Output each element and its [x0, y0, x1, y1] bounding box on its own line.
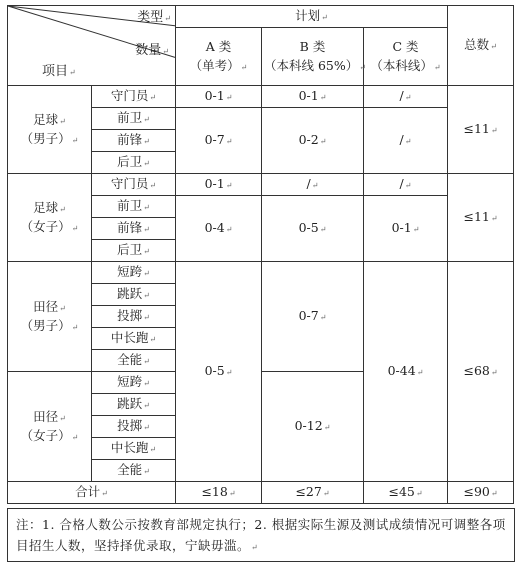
cell-b-track-men: 0-7↵ — [262, 262, 364, 372]
cell-b-track-women: 0-12↵ — [262, 372, 364, 482]
group-football-women: 足球↵ （女子）↵ — [8, 174, 92, 262]
cell-c: /↵ — [364, 86, 448, 108]
cell-c-track: 0-44↵ — [364, 262, 448, 482]
cell-total-track: ≤68↵ — [448, 262, 514, 482]
type-label: 类型↵ — [137, 10, 171, 25]
position-defender: 后卫↵ — [92, 240, 176, 262]
cell-b: 0-1↵ — [262, 86, 364, 108]
cell-c: /↵ — [364, 174, 448, 196]
plan-header: 计划↵ — [176, 6, 448, 28]
diagonal-header-cell — [8, 6, 176, 86]
cell-total: ≤11↵ — [448, 86, 514, 174]
event-throw: 投掷↵ — [92, 306, 176, 328]
item-label: 项目↵ — [42, 64, 76, 80]
position-forward: 前锋↵ — [92, 130, 176, 152]
summary-total: ≤90↵ — [448, 482, 514, 504]
cell-a-track: 0-5↵ — [176, 262, 262, 482]
position-midfielder: 前卫↵ — [92, 108, 176, 130]
admission-plan-table — [7, 5, 514, 504]
cell-c: 0-1↵ — [364, 196, 448, 262]
summary-b: ≤27↵ — [262, 482, 364, 504]
event-distance-running: 中长跑↵ — [92, 328, 176, 350]
cell-b: 0-5↵ — [262, 196, 364, 262]
event-distance-running: 中长跑↵ — [92, 438, 176, 460]
event-sprint-hurdles: 短跨↵ — [92, 262, 176, 284]
event-all-around: 全能↵ — [92, 350, 176, 372]
position-forward: 前锋↵ — [92, 218, 176, 240]
group-track-men: 田径↵ （男子）↵ — [8, 262, 92, 372]
summary-a: ≤18↵ — [176, 482, 262, 504]
cell-a: 0-1↵ — [176, 174, 262, 196]
cell-b: /↵ — [262, 174, 364, 196]
cell-c: /↵ — [364, 108, 448, 174]
position-goalkeeper: 守门员↵ — [92, 174, 176, 196]
position-defender: 后卫↵ — [92, 152, 176, 174]
summary-label: 合计↵ — [8, 482, 176, 504]
total-header: 总数↵ — [448, 6, 514, 86]
event-all-around: 全能↵ — [92, 460, 176, 482]
event-jump: 跳跃↵ — [92, 284, 176, 306]
count-label: 数量↵ — [135, 43, 169, 58]
cell-a: 0-1↵ — [176, 86, 262, 108]
summary-c: ≤45↵ — [364, 482, 448, 504]
col-c-header: C 类 （本科线）↵ — [364, 28, 448, 86]
event-jump: 跳跃↵ — [92, 394, 176, 416]
footnote: 注：1. 合格人数公示按教育部规定执行；2. 根据实际生源及测试成绩情况可调整各项目招生人数，坚持择优录取，宁缺毋滥。↵ — [7, 508, 515, 562]
position-midfielder: 前卫↵ — [92, 196, 176, 218]
cell-a: 0-7↵ — [176, 108, 262, 174]
col-b-header: B 类 （本科线 65%）↵ — [262, 28, 364, 86]
cell-total: ≤11↵ — [448, 174, 514, 262]
cell-b: 0-2↵ — [262, 108, 364, 174]
group-track-women: 田径↵ （女子）↵ — [8, 372, 92, 482]
position-goalkeeper: 守门员↵ — [92, 86, 176, 108]
cell-a: 0-4↵ — [176, 196, 262, 262]
event-sprint-hurdles: 短跨↵ — [92, 372, 176, 394]
col-a-header: A 类 （单考）↵ — [176, 28, 262, 86]
event-throw: 投掷↵ — [92, 416, 176, 438]
group-football-men: 足球↵ （男子）↵ — [8, 86, 92, 174]
